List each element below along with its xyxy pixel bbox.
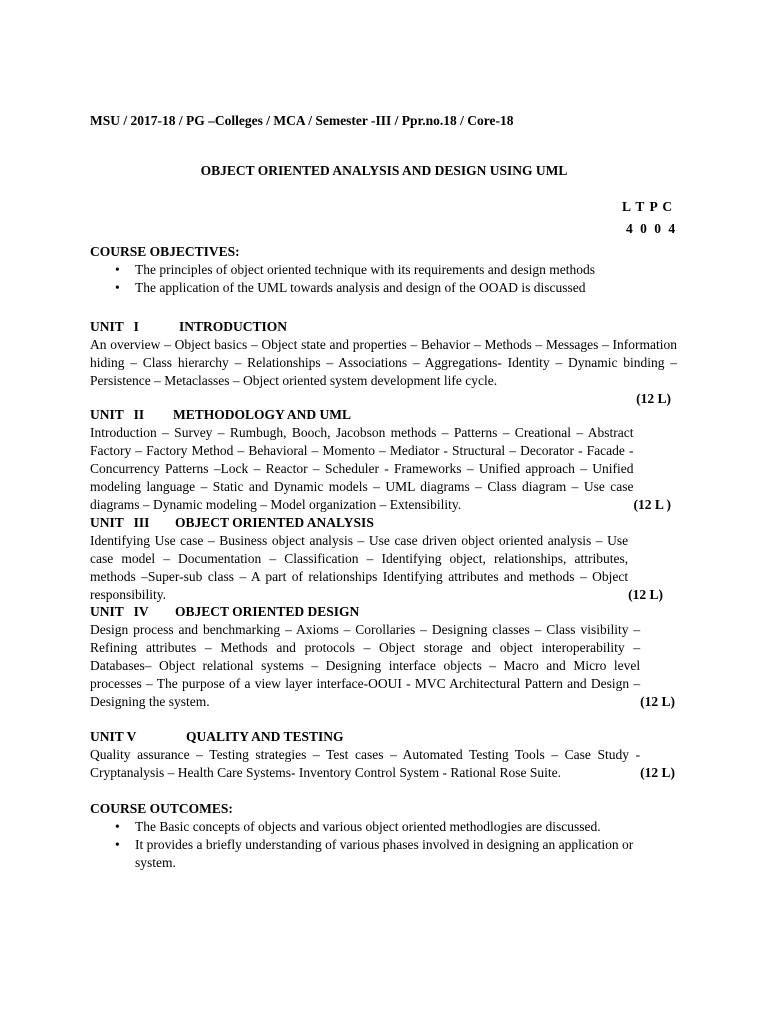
unit-text-wrap: [90, 621, 677, 711]
unit-number: UNIT V: [90, 729, 137, 744]
unit-text-wrap: [90, 532, 677, 604]
unit-heading: [90, 514, 677, 532]
unit-text-wrap: [90, 746, 677, 782]
objectives-section: [90, 243, 677, 297]
objectives-list: [90, 261, 677, 297]
unit-number: UNIT IV: [90, 604, 149, 619]
list-item: • The application of the UML towards analysis and design of the OOAD is discussed: [115, 280, 586, 295]
bullet-icon: •: [115, 837, 120, 852]
unit-text: An overview – Object basics – Object state and properties – Behavior – Methods – Messages – Information hiding – Class hierarchy – Relationships – Associations – Aggregations- Identity – Dynamic binding – Persistence – Metaclasses – Object oriented system development life cycle.: [90, 337, 677, 388]
unit-number: UNIT I: [90, 319, 139, 334]
unit-title: METHODOLOGY AND UML: [173, 407, 352, 422]
unit-5: [90, 728, 677, 782]
unit-heading: [90, 603, 677, 621]
list-item: • The Basic concepts of objects and various object oriented methodlogies are discussed.: [115, 819, 601, 834]
unit-1: [90, 318, 677, 408]
bullet-icon: •: [115, 819, 120, 834]
objectives-heading: COURSE OBJECTIVES:: [90, 244, 240, 259]
unit-4: [90, 603, 677, 711]
paper-header: MSU / 2017-18 / PG –Colleges / MCA / Semester -III / Ppr.no.18 / Core-18: [90, 113, 514, 128]
unit-number: UNIT III: [90, 515, 150, 530]
unit-hours: (12 L): [628, 587, 663, 602]
list-item: • It provides a briefly understanding of various phases involved in designing an application or system.: [115, 837, 634, 870]
unit-hours: (12 L): [636, 391, 671, 406]
unit-title: INTRODUCTION: [179, 319, 288, 334]
unit-hours: (12 L ): [633, 497, 671, 512]
unit-2: [90, 406, 677, 514]
unit-heading: [90, 728, 677, 746]
unit-text: Design process and benchmarking – Axioms – Corollaries – Designing classes – Class visibility –Refining attributes – Methods and protocols – Object storage and object interoperability – Databases– Object relational systems – Designing interface objects – Macro and Micro level processes – The purpose of a view layer interface-OOUI - MVC Architectural Pattern and Design – Designing the system.: [90, 622, 641, 709]
bullet-icon: •: [115, 280, 120, 295]
unit-title: QUALITY AND TESTING: [186, 729, 344, 744]
unit-hours: (12 L): [640, 694, 675, 709]
unit-text-wrap: [90, 424, 677, 514]
ltpc-values: 4 0 0 4: [626, 221, 676, 236]
outcomes-list: [90, 818, 677, 872]
unit-title: OBJECT ORIENTED ANALYSIS: [175, 515, 374, 530]
bullet-icon: •: [115, 262, 120, 277]
outcomes-heading: COURSE OUTCOMES:: [90, 801, 233, 816]
unit-text: Quality assurance – Testing strategies – Test cases – Automated Testing Tools – Case Study - Cryptanalysis – Health Care Systems- Inventory Control System - Rational Rose Suite.: [90, 747, 641, 780]
unit-3: [90, 514, 677, 604]
ltpc-label: L T P C: [622, 199, 674, 214]
list-item: • The principles of object oriented technique with its requirements and design methods: [115, 262, 596, 277]
unit-text: Identifying Use case – Business object analysis – Use case driven object oriented analysis – Use case model – Documentation – Classification – Identifying object, relationships, attributes, methods –Super-sub class – A part of relationships Identifying attributes and methods – Object responsibility.: [90, 533, 629, 602]
unit-title: OBJECT ORIENTED DESIGN: [175, 604, 360, 619]
unit-heading: [90, 318, 677, 336]
unit-heading: [90, 406, 677, 424]
course-title: OBJECT ORIENTED ANALYSIS AND DESIGN USING UML: [200, 163, 568, 178]
outcomes-section: [90, 800, 677, 872]
unit-text: Introduction – Survey – Rumbugh, Booch, Jacobson methods – Patterns – Creational – Abstract Factory – Factory Method – Behavioral – Momento – Mediator - Structural – Decorator - Facade -Concurrency Patterns –Lock – Reactor – Scheduler - Frameworks – Unified approach – Unified modeling language – Static and Dynamic models – UML diagrams – Class diagram – Use case diagrams – Dynamic modeling – Model organization – Extensibility.: [90, 425, 634, 512]
unit-number: UNIT II: [90, 407, 145, 422]
unit-hours: (12 L): [640, 765, 675, 780]
